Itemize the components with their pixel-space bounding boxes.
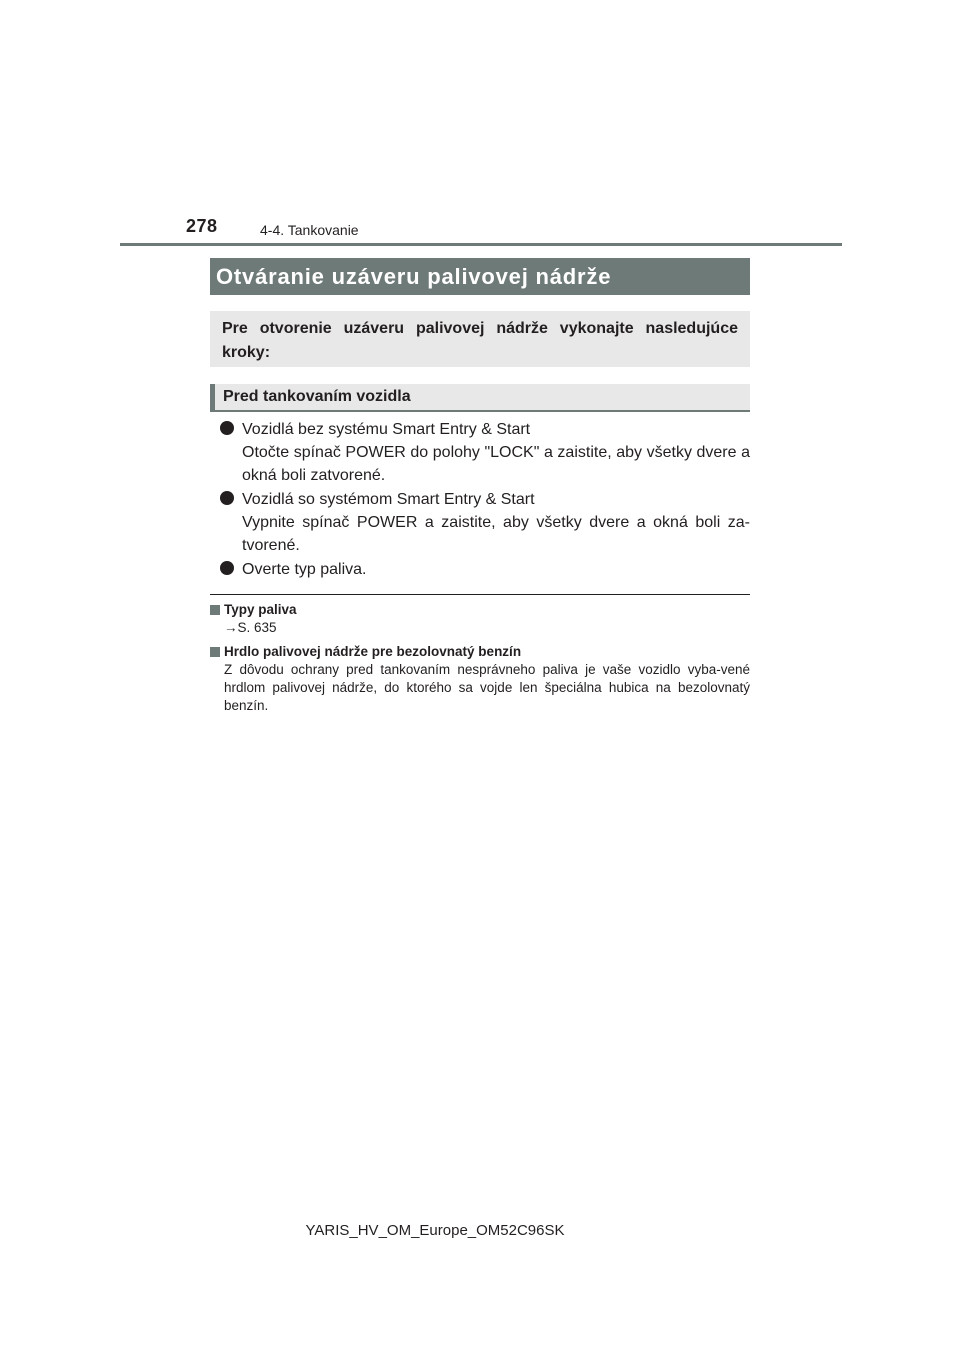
note-body: Z dôvodu ochrany pred tankovaním nesprávneho paliva je vaše vozidlo vyba-vené hrdlom palivovej nádrže, do ktorého sa vojde len špeciálna hubica na bezolovnatý benzín.	[224, 662, 750, 713]
bullet-item	[220, 418, 750, 487]
note-body: →S. 635	[224, 620, 277, 635]
bullet-item	[220, 488, 750, 557]
notes	[210, 601, 750, 721]
square-bullet-icon	[210, 605, 220, 615]
bullet-title: Overte typ paliva.	[242, 561, 367, 578]
subsection-header: Pred tankovaním vozidla	[210, 384, 750, 412]
bullet-text: Vypnite spínač POWER a zaistite, aby všetky dvere a okná boli za-tvorené.	[242, 514, 750, 554]
note-item	[210, 601, 750, 637]
bullet-dot-icon	[220, 421, 234, 435]
page-title: Otváranie uzáveru palivovej nádrže	[210, 258, 750, 295]
footer	[0, 1222, 960, 1239]
square-bullet-icon	[210, 647, 220, 657]
page-number: 278	[186, 216, 218, 236]
bullet-item	[220, 558, 750, 581]
section-label: 4-4. Tankovanie	[260, 222, 359, 238]
bullet-title: Vozidlá so systémom Smart Entry & Start	[242, 491, 535, 508]
note-heading: Typy paliva	[224, 602, 297, 617]
bullet-text: Otočte spínač POWER do polohy "LOCK" a zaistite, aby všetky dvere a okná boli zatvorené.	[242, 444, 750, 484]
note-item	[210, 643, 750, 715]
note-heading: Hrdlo palivovej nádrže pre bezolovnatý benzín	[224, 644, 522, 659]
document-code: YARIS_HV_OM_Europe_OM52C96SK	[305, 1222, 565, 1239]
bullet-list	[220, 418, 750, 582]
bullet-dot-icon	[220, 561, 234, 575]
intro-box: Pre otvorenie uzáveru palivovej nádrže vykonajte nasledujúce kroky:	[210, 311, 750, 367]
section-divider	[210, 594, 750, 595]
header-divider	[120, 243, 842, 246]
bullet-dot-icon	[220, 491, 234, 505]
bullet-title: Vozidlá bez systému Smart Entry & Start	[242, 421, 531, 438]
